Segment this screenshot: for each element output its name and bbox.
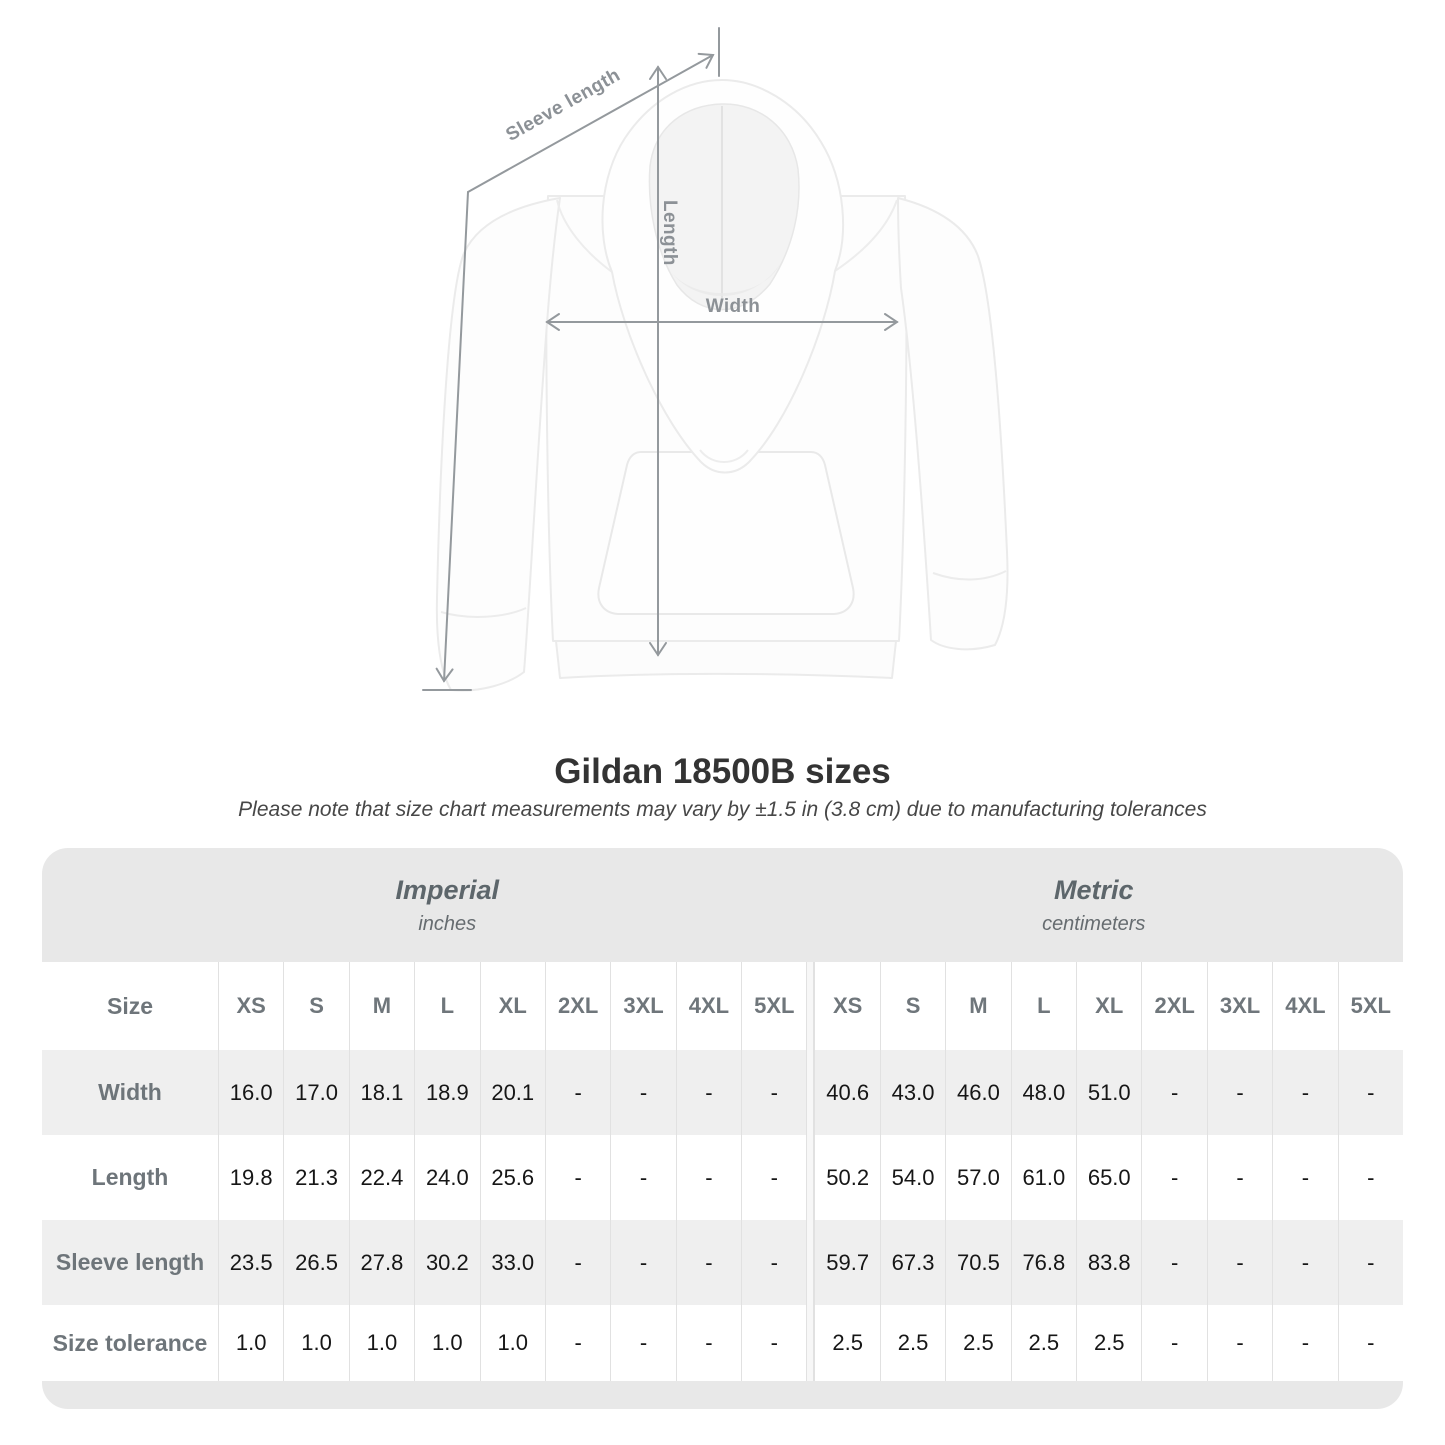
value-cell: -: [1272, 1135, 1337, 1220]
value-cell: 67.3: [880, 1220, 945, 1305]
value-cell: -: [1338, 1135, 1403, 1220]
value-cell: 1.0: [480, 1305, 545, 1381]
value-cell: -: [1207, 1220, 1272, 1305]
imperial-label: Imperial: [395, 874, 500, 905]
size-col: 3XL: [1207, 962, 1272, 1050]
value-cell: -: [610, 1050, 675, 1135]
metric-header: [815, 848, 1404, 962]
metric-label: Metric: [1053, 874, 1134, 905]
sleeve-length-label: Sleeve length: [502, 64, 625, 146]
size-corner-label: Size: [106, 992, 154, 1019]
size-col: M: [349, 962, 414, 1050]
value-cell: 54.0: [880, 1135, 945, 1220]
table-footer-band: [42, 1381, 1403, 1409]
value-cell: 43.0: [880, 1050, 945, 1135]
size-col: S: [880, 962, 945, 1050]
row-label: Length: [91, 1164, 169, 1190]
value-cell: 2.5: [1011, 1305, 1076, 1381]
value-cell: 18.1: [349, 1050, 414, 1135]
value-cell: -: [676, 1050, 741, 1135]
value-cell: 19.8: [218, 1135, 283, 1220]
value-cell: -: [676, 1305, 741, 1381]
value-cell: -: [741, 1050, 806, 1135]
value-cell: -: [545, 1305, 610, 1381]
value-cell: 1.0: [414, 1305, 479, 1381]
value-cell: 26.5: [283, 1220, 348, 1305]
row-label: Sleeve length: [55, 1249, 205, 1275]
size-col: 4XL: [1272, 962, 1337, 1050]
value-cell: -: [1207, 1135, 1272, 1220]
value-cell: 25.6: [480, 1135, 545, 1220]
imperial-unit: inches: [418, 912, 477, 935]
size-col: 2XL: [1141, 962, 1206, 1050]
width-label: Width: [705, 296, 761, 317]
value-cell: 2.5: [880, 1305, 945, 1381]
value-cell: -: [1338, 1050, 1403, 1135]
row-label: Size tolerance: [52, 1329, 208, 1356]
value-cell: -: [1272, 1050, 1337, 1135]
value-cell: -: [1338, 1220, 1403, 1305]
value-cell: 57.0: [945, 1135, 1010, 1220]
section-divider: [806, 1220, 814, 1305]
value-cell: 18.9: [414, 1050, 479, 1135]
value-cell: 30.2: [414, 1220, 479, 1305]
value-cell: 50.2: [814, 1135, 879, 1220]
value-cell: 83.8: [1076, 1220, 1141, 1305]
size-col: L: [1011, 962, 1076, 1050]
length-label: Length: [659, 200, 680, 266]
section-divider: [806, 962, 814, 1050]
value-cell: 23.5: [218, 1220, 283, 1305]
value-cell: -: [545, 1135, 610, 1220]
kangaroo-pocket: [598, 452, 853, 614]
value-cell: 20.1: [480, 1050, 545, 1135]
size-col: 4XL: [676, 962, 741, 1050]
value-cell: 61.0: [1011, 1135, 1076, 1220]
table-row-size-tolerance: [42, 1305, 1403, 1381]
value-cell: 33.0: [480, 1220, 545, 1305]
metric-unit: centimeters: [1042, 912, 1146, 935]
value-cell: -: [1207, 1050, 1272, 1135]
value-cell: -: [1141, 1050, 1206, 1135]
value-cell: 70.5: [945, 1220, 1010, 1305]
page-title: Gildan 18500B sizes: [554, 752, 891, 791]
value-cell: 46.0: [945, 1050, 1010, 1135]
hem-band: [556, 641, 896, 678]
value-cell: -: [676, 1220, 741, 1305]
value-cell: -: [1141, 1305, 1206, 1381]
size-col: S: [283, 962, 348, 1050]
table-row-sleeve-length: [42, 1220, 1403, 1305]
value-cell: 24.0: [414, 1135, 479, 1220]
value-cell: 22.4: [349, 1135, 414, 1220]
value-cell: 27.8: [349, 1220, 414, 1305]
right-sleeve: [898, 198, 1008, 649]
value-cell: 65.0: [1076, 1135, 1141, 1220]
value-cell: -: [1272, 1305, 1337, 1381]
value-cell: 2.5: [945, 1305, 1010, 1381]
value-cell: 51.0: [1076, 1050, 1141, 1135]
size-col: XL: [1076, 962, 1141, 1050]
section-divider: [806, 1050, 814, 1135]
value-cell: -: [1338, 1305, 1403, 1381]
value-cell: 76.8: [1011, 1220, 1076, 1305]
value-cell: 17.0: [283, 1050, 348, 1135]
section-divider: [806, 1305, 814, 1381]
size-col: 5XL: [741, 962, 806, 1050]
value-cell: -: [741, 1135, 806, 1220]
hoodie-illustration: [437, 80, 1008, 691]
size-col: 2XL: [545, 962, 610, 1050]
value-cell: -: [741, 1220, 806, 1305]
row-label: Width: [98, 1079, 162, 1105]
value-cell: -: [1272, 1220, 1337, 1305]
size-col: M: [945, 962, 1010, 1050]
imperial-header: [42, 848, 807, 962]
value-cell: 1.0: [283, 1305, 348, 1381]
value-cell: 1.0: [218, 1305, 283, 1381]
unit-header-band: [42, 848, 1403, 962]
table-row-width: [42, 1050, 1403, 1135]
section-divider: [806, 1135, 814, 1220]
size-col: 3XL: [610, 962, 675, 1050]
value-cell: -: [610, 1305, 675, 1381]
value-cell: -: [741, 1305, 806, 1381]
value-cell: 2.5: [1076, 1305, 1141, 1381]
size-col: XS: [218, 962, 283, 1050]
table-row-length: [42, 1135, 1403, 1220]
value-cell: 1.0: [349, 1305, 414, 1381]
value-cell: -: [610, 1135, 675, 1220]
value-cell: 21.3: [283, 1135, 348, 1220]
value-cell: -: [1141, 1220, 1206, 1305]
size-col: XL: [480, 962, 545, 1050]
size-header-row: [42, 962, 1403, 1050]
tolerance-note: Please note that size chart measurements may vary by ±1.5 in (3.8 cm) due to manufacturing tolerances: [238, 798, 1207, 821]
value-cell: 2.5: [814, 1305, 879, 1381]
value-cell: -: [545, 1050, 610, 1135]
size-chart-table: [42, 848, 1403, 1409]
value-cell: 16.0: [218, 1050, 283, 1135]
size-col: 5XL: [1338, 962, 1403, 1050]
value-cell: -: [545, 1220, 610, 1305]
size-col: XS: [814, 962, 879, 1050]
value-cell: -: [610, 1220, 675, 1305]
value-cell: -: [1141, 1135, 1206, 1220]
value-cell: -: [1207, 1305, 1272, 1381]
value-cell: 48.0: [1011, 1050, 1076, 1135]
size-col: L: [414, 962, 479, 1050]
value-cell: -: [676, 1135, 741, 1220]
value-cell: 59.7: [814, 1220, 879, 1305]
value-cell: 40.6: [814, 1050, 879, 1135]
